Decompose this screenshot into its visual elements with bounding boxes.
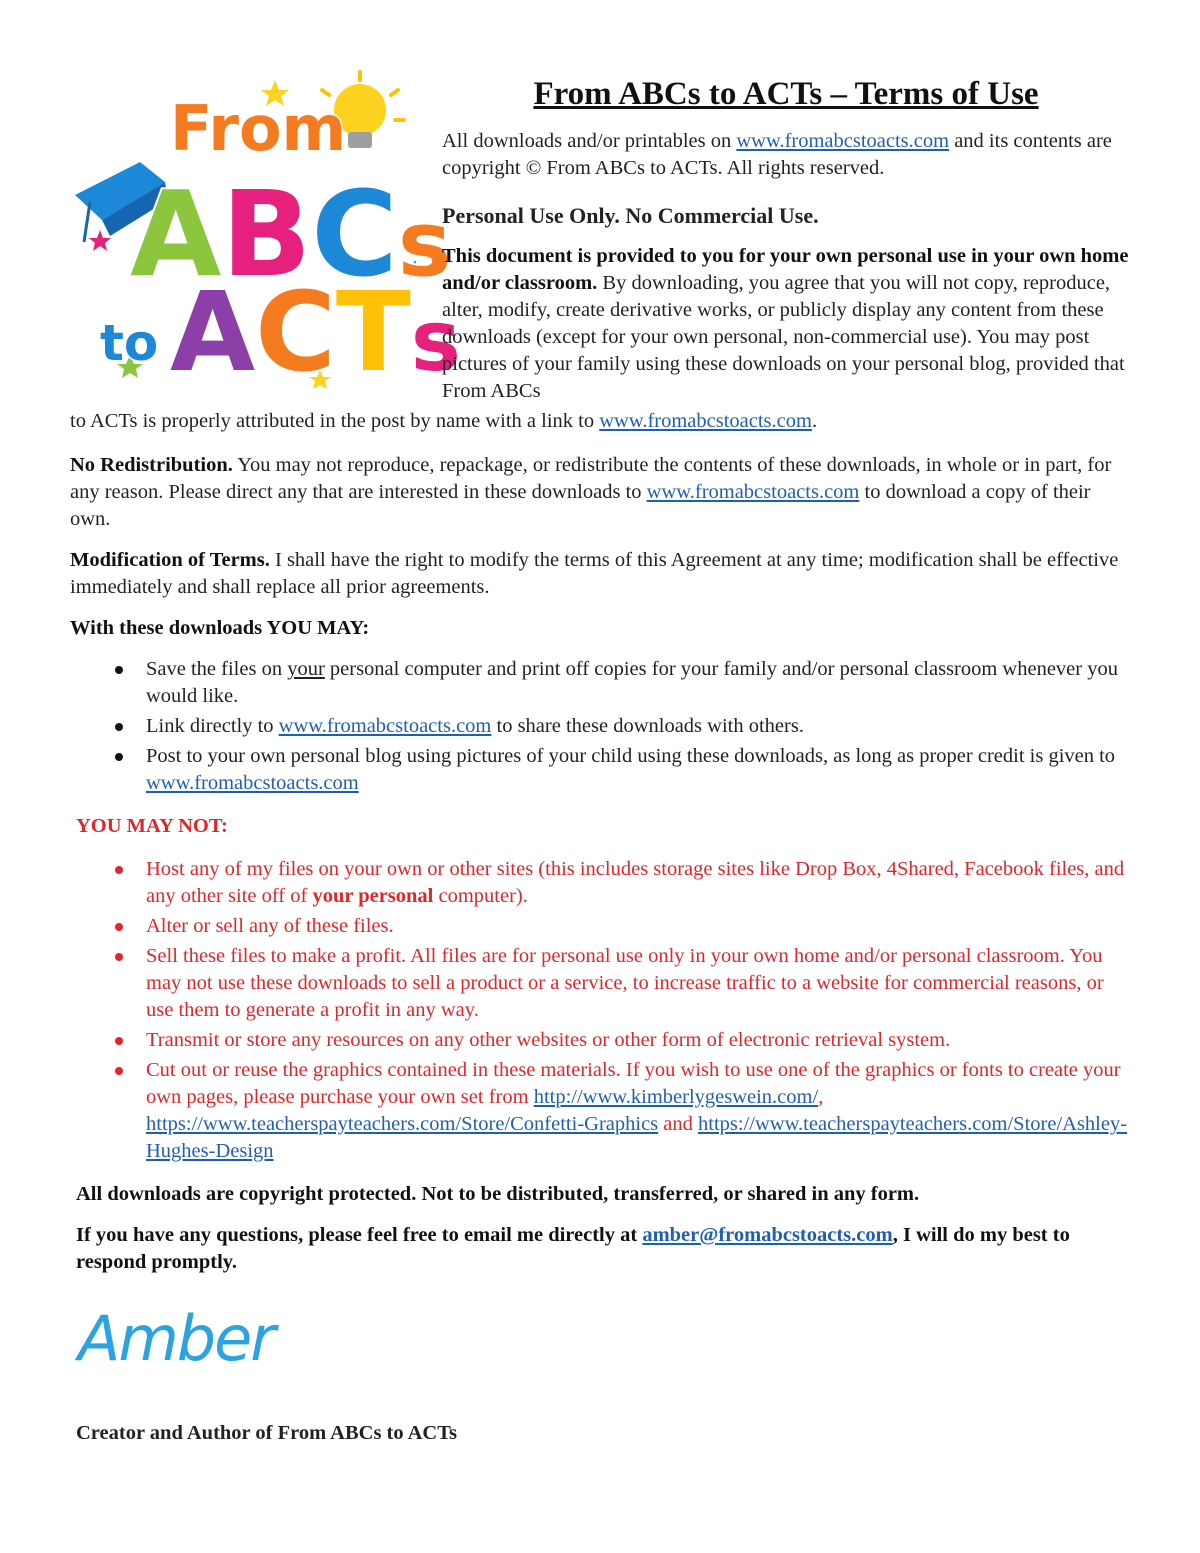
- site-link[interactable]: www.fromabcstoacts.com: [646, 481, 860, 503]
- list-item: Save the files on your personal computer and print off copies for your family and/or personal classroom whenever you would like.: [70, 656, 1130, 710]
- site-link[interactable]: www.fromabcstoacts.com: [278, 715, 492, 737]
- ashley-hughes-link[interactable]: https://www.teacherspayteachers.com/Store/Ashley-Hughes-Design: [146, 1113, 1128, 1162]
- signature: [76, 1292, 1130, 1382]
- may-not-heading: YOU MAY NOT:: [76, 815, 228, 837]
- questions-paragraph: If you have any questions, please feel free to email me directly at amber@fromabcstoacts.com, I will do my best to respond promptly.: [76, 1224, 1070, 1273]
- page-title: From ABCs to ACTs – Terms of Use: [533, 76, 1039, 112]
- may-heading: With these downloads YOU MAY:: [70, 617, 370, 639]
- site-link[interactable]: www.fromabcstoacts.com: [146, 772, 359, 794]
- list-item: Post to your own personal blog using pictures of your child using these downloads, as long as proper credit is given to www.fromabcstoacts.com: [70, 743, 1130, 797]
- list-item: Sell these files to make a profit. All files are for personal use only in your own home and/or personal classroom. You may not use these downloads to sell a product or a service, to increase traffic to a website for commercial reasons, or use them to generate a profit in any way.: [70, 943, 1130, 1024]
- logo-word-to: to: [100, 314, 159, 372]
- confetti-graphics-link[interactable]: https://www.teacherspayteachers.com/Store/Confetti-Graphics: [146, 1113, 659, 1135]
- kimberly-geswein-link[interactable]: http://www.kimberlygeswein.com/: [533, 1086, 819, 1108]
- list-item: Host any of my files on your own or other sites (this includes storage sites like Drop Box, 4Shared, Facebook files, and any other site off of your personal computer).: [70, 856, 1130, 910]
- may-list: [70, 656, 1130, 797]
- copyright-paragraph: All downloads and/or printables on www.fromabcstoacts.com and its contents are copyright © From ABCs to ACTs. All rights reserved.: [442, 130, 1112, 179]
- logo-word-abcs: ABCs: [130, 165, 452, 303]
- list-item: Alter or sell any of these files.: [70, 913, 1130, 940]
- svg-text:Amber: Amber: [78, 1302, 274, 1375]
- intro-section: [442, 128, 1130, 405]
- personal-use-paragraph: This document is provided to you for your own personal use in your own home and/or classroom. By downloading, you agree that you will not copy, reproduce, alter, modify, create derivative works, or publicly display any content from these downloads (except for your own personal, non-commercial use). You may post pictures of your family using these downloads on your personal blog, provided that From ABCs: [442, 245, 1129, 402]
- terms-body: [70, 452, 1130, 1447]
- may-not-list: [70, 856, 1130, 1165]
- author-line: Creator and Author of From ABCs to ACTs: [76, 1422, 458, 1444]
- signature-graphic: [76, 1292, 296, 1382]
- site-link[interactable]: www.fromabcstoacts.com: [599, 410, 812, 432]
- personal-use-paragraph-end: to ACTs is properly attributed in the post by name with a link to www.fromabcstoacts.com.: [70, 410, 818, 432]
- list-item: Cut out or reuse the graphics contained in these materials. If you wish to use one of the graphics or fonts to create your own pages, please purchase your own set from http://www.kimberlygeswein.com/, https://www.teacherspayteachers.com/Store/Confetti-Graphics and https://www.teacherspayteachers.com/Store/Ashley-Hughes-Design: [70, 1057, 1130, 1165]
- logo-word-from: From: [170, 92, 347, 165]
- copyright-note: All downloads are copyright protected. Not to be distributed, transferred, or shared in any form.: [76, 1183, 920, 1205]
- modification-paragraph: Modification of Terms. I shall have the right to modify the terms of this Agreement at any time; modification shall be effective immediately and shall replace all prior agreements.: [70, 549, 1119, 598]
- list-item: Link directly to www.fromabcstoacts.com to share these downloads with others.: [70, 713, 1130, 740]
- from-abcs-to-acts-logo: [70, 70, 461, 400]
- logo-word-acts: ACTs: [170, 268, 461, 396]
- closing-section: [70, 1181, 1130, 1276]
- personal-use-heading: Personal Use Only. No Commercial Use.: [442, 203, 819, 228]
- email-link[interactable]: amber@fromabcstoacts.com: [642, 1224, 893, 1246]
- site-link[interactable]: www.fromabcstoacts.com: [736, 130, 950, 152]
- list-item: Transmit or store any resources on any other websites or other form of electronic retrieval system.: [70, 1027, 1130, 1054]
- redistribution-paragraph: No Redistribution. You may not reproduce, repackage, or redistribute the contents of these downloads, in whole or in part, for any reason. Please direct any that are interested in these downloads to www.fromabcstoacts.com to download a copy of their own.: [70, 454, 1112, 530]
